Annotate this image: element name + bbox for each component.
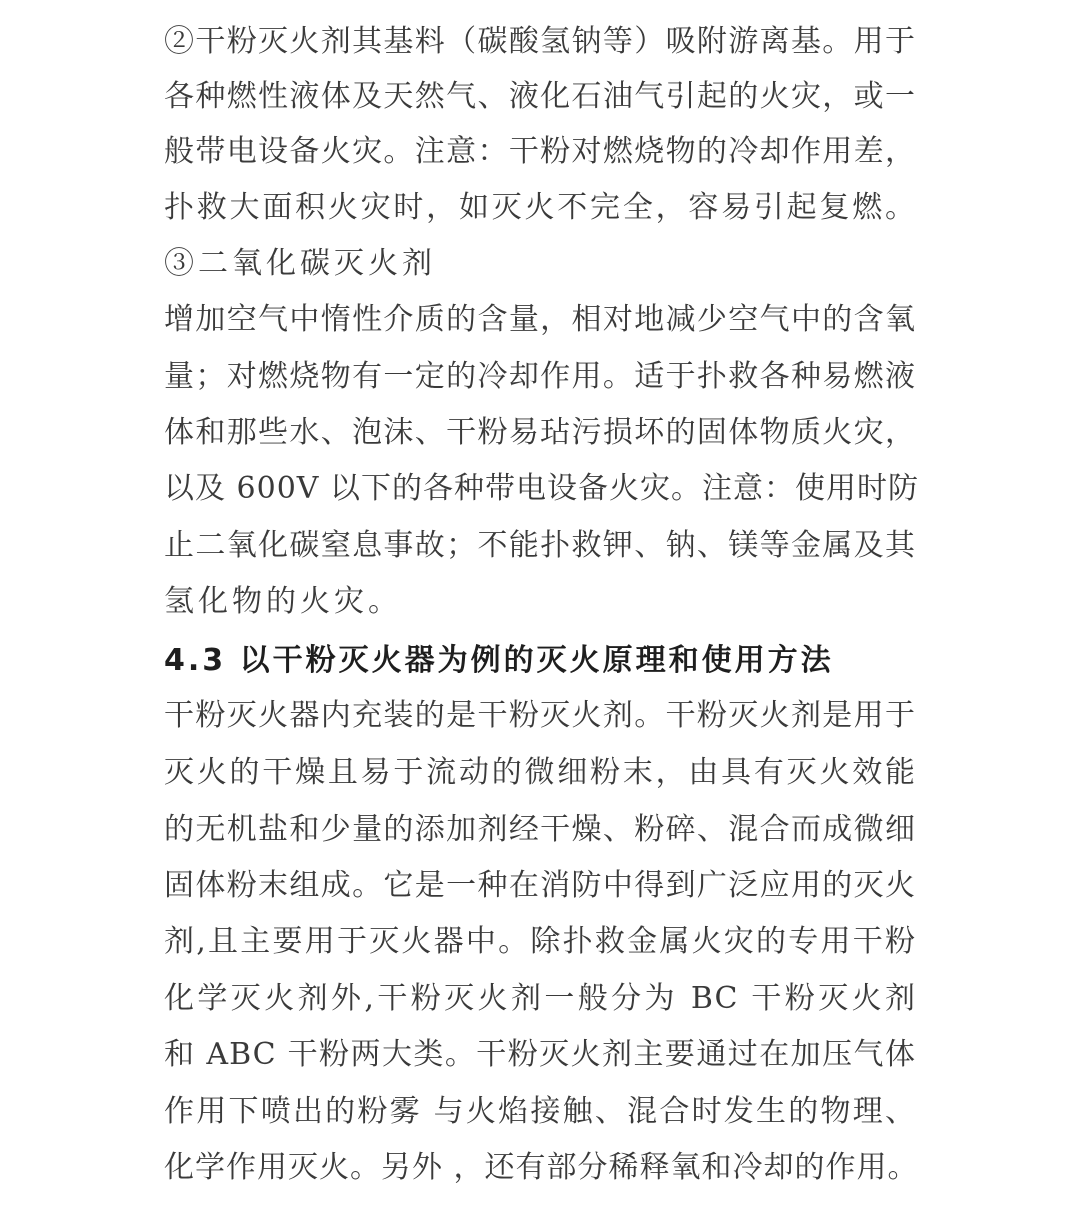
paragraph-line: 增加空气中惰性介质的含量，相对地减少空气中的含氧 — [164, 302, 916, 337]
paragraph-line: 的无机盐和少量的添加剂经干燥、粉碎、混合而成微细 — [164, 812, 916, 847]
paragraph-line: 干粉灭火器内充装的是干粉灭火剂。干粉灭火剂是用于 — [164, 698, 916, 733]
paragraph-line: 灭火的干燥且易于流动的微细粉末，由具有灭火效能 — [164, 755, 916, 790]
paragraph-line: 化学作用灭火。另外 ，还有部分稀释氧和冷却的作用。 — [164, 1150, 919, 1185]
paragraph-line: 固体粉末组成。它是一种在消防中得到广泛应用的灭火 — [164, 868, 916, 903]
paragraph-line: 氢化物的火灾。 — [164, 584, 402, 619]
paragraph-line: 般带电设备火灾。注意：干粉对燃烧物的冷却作用差， — [164, 134, 916, 169]
paragraph-line: 化学灭火剂外,干粉灭火剂一般分为 BC 干粉灭火剂 — [164, 981, 916, 1016]
section-title: ③二氧化碳灭火剂 — [164, 246, 436, 281]
paragraph-line: 量；对燃烧物有一定的冷却作用。适于扑救各种易燃液 — [164, 359, 916, 394]
paragraph-line: 各种燃性液体及天然气、液化石油气引起的火灾，或一 — [164, 79, 916, 114]
paragraph-line: 体和那些水、泡沫、干粉易玷污损坏的固体物质火灾， — [164, 415, 916, 450]
paragraph-line: 作用下喷出的粉雾 与火焰接触、混合时发生的物理、 — [164, 1094, 916, 1129]
paragraph-line: 和 ABC 干粉两大类。干粉灭火剂主要通过在加压气体 — [164, 1037, 916, 1072]
section-heading: 4.3 以干粉灭火器为例的灭火原理和使用方法 — [164, 643, 834, 678]
paragraph-line: ②干粉灭火剂其基料（碳酸氢钠等）吸附游离基。用于 — [164, 24, 916, 59]
paragraph-line: 止二氧化碳窒息事故；不能扑救钾、钠、镁等金属及其 — [164, 528, 916, 563]
paragraph-line: 以及 600V 以下的各种带电设备火灾。注意：使用时防 — [164, 471, 919, 506]
paragraph-line: 扑救大面积火灾时，如灭火不完全，容易引起复燃。 — [164, 190, 916, 225]
paragraph-line: 剂,且主要用于灭火器中。除扑救金属火灾的专用干粉 — [164, 924, 916, 959]
